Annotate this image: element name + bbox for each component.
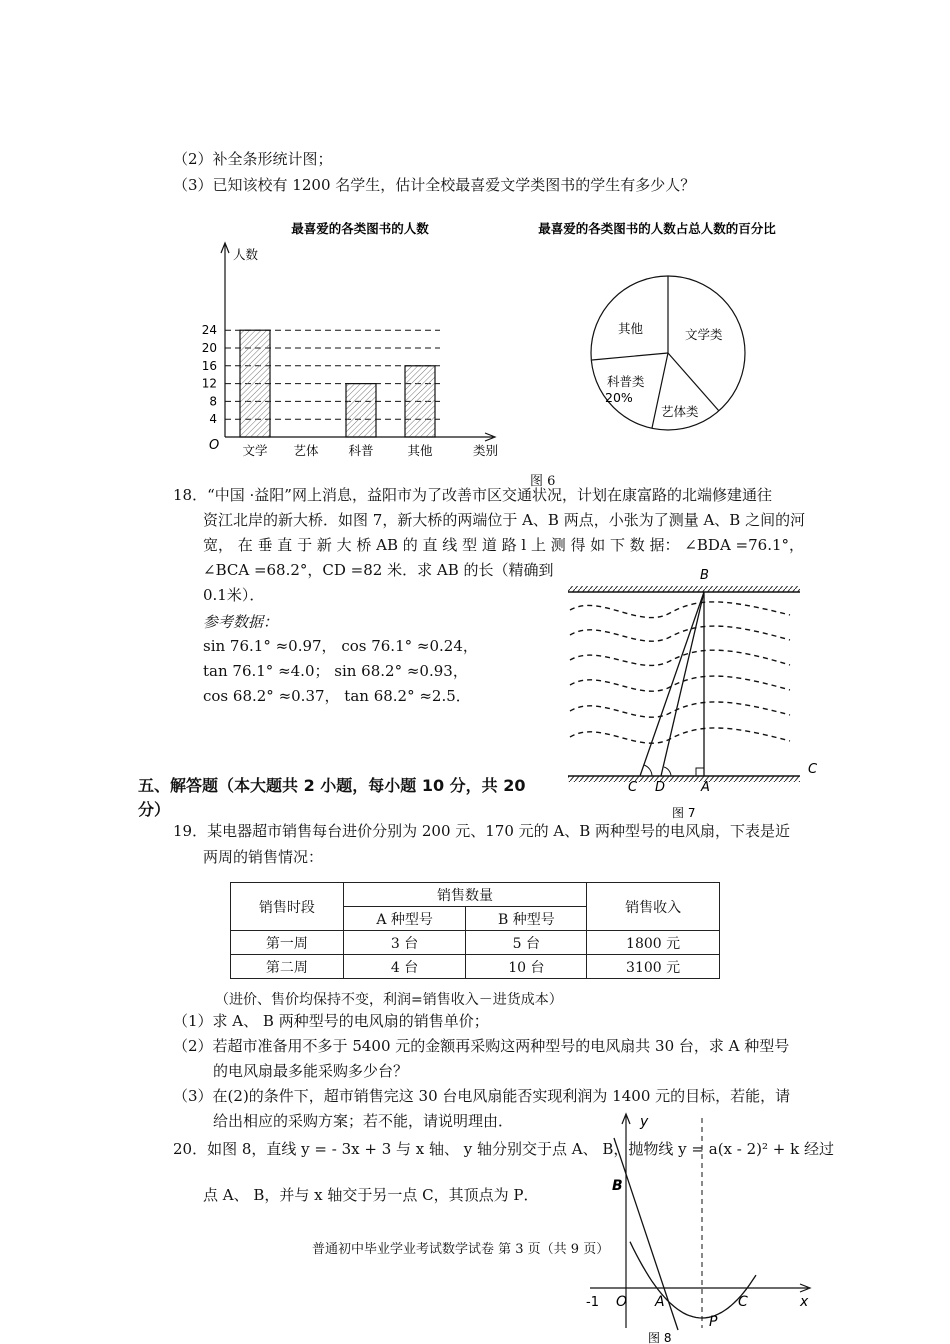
cell-b: 10 台 <box>466 955 587 979</box>
section-5-heading-cont: 分） <box>138 800 171 819</box>
q19-p2b: 的电风扇最多能采购多少台？ <box>213 1062 409 1080</box>
q19-note: （进价、售价均保持不变，利润=销售收入－进货成本） <box>215 992 563 1008</box>
bar-chart-title: 最喜爱的各类图书的人数 <box>291 221 429 236</box>
q18-ref1: sin 76.1° ≈0.97， cos 76.1° ≈0.24， <box>203 637 478 655</box>
point-C: C <box>738 1294 748 1310</box>
q18-line4: ∠BCA =68.2°，CD =82 米．求 AB 的长（精确到 <box>203 561 554 579</box>
road-l <box>568 776 800 782</box>
table-row <box>231 931 720 955</box>
y-tick-label: 8 <box>209 394 217 409</box>
bar-0 <box>240 330 270 437</box>
bar-3 <box>405 366 435 437</box>
origin-label: O <box>209 438 220 453</box>
header-period: 销售时段 <box>231 883 344 931</box>
q17-part3: （3）已知该校有 1200 名学生，估计全校最喜爱文学类图书的学生有多少人？ <box>173 176 696 194</box>
y-tick-label: 20 <box>201 341 217 355</box>
figure-7-caption: 图 7 <box>672 806 696 820</box>
page-footer: 普通初中毕业学业考试数学试卷 第 3 页（共 9 页） <box>312 1242 610 1257</box>
y-tick-label: 16 <box>201 358 217 373</box>
q18-ref-title: 参考数据： <box>203 613 279 631</box>
road-label: C <box>808 762 818 777</box>
cell-period: 第二周 <box>231 955 344 979</box>
q18-line1: 18．“中国 ·益阳”网上消息，益阳市为了改善市区交通状况，计划在康富路的北端修建通往 <box>173 486 772 504</box>
category-label: 科普 <box>348 443 374 458</box>
point-B: B <box>612 1178 623 1194</box>
q19-line1: 19．某电器超市销售每台进价分别为 200 元、170 元的 A、B 两种型号的电风扇，下表是近 <box>173 822 791 840</box>
point-A: A <box>655 1294 665 1310</box>
right-angle-mark <box>696 768 704 776</box>
q18-ref2: tan 76.1° ≈4.0； sin 68.2° ≈0.93， <box>203 662 468 680</box>
table-row <box>231 955 720 979</box>
river-waves <box>570 602 790 743</box>
sales-table <box>230 882 720 979</box>
pie-label-science-pct: 20% <box>605 390 633 405</box>
q18-ref3: cos 68.2° ≈0.37， tan 68.2° ≈2.5． <box>203 687 471 705</box>
q19-p3b: 给出相应的采购方案；若不能，请说明理由． <box>213 1112 514 1130</box>
q20-line1: 20．如图 8，直线 y = - 3x + 3 与 x 轴、 y 轴分别交于点 A、 B，抛物线 y = a(x - 2)² + k 经过 <box>173 1140 834 1158</box>
category-label: 艺体 <box>293 443 319 458</box>
y-axis-label: 人数 <box>233 247 259 262</box>
header-type-a: A 种型号 <box>343 907 466 931</box>
bar-chart <box>195 215 515 470</box>
cell-a: 3 台 <box>343 931 466 955</box>
figure-7 <box>560 565 830 820</box>
pie-label-art: 艺体类 <box>661 404 699 419</box>
category-label: 文学 <box>242 443 268 458</box>
cell-income: 3100 元 <box>587 955 720 979</box>
q18-line2: 资江北岸的新大桥．如图 7，新大桥的两端位于 A、B 两点，小张为了测量 A、B 之间的河 <box>203 511 806 529</box>
q18-line3: 宽， 在 垂 直 于 新 大 桥 AB 的 直 线 型 道 路 l 上 测 得 如 下 数 据： ∠BDA =76.1°， <box>203 536 805 554</box>
x-axis-label: 类别 <box>473 443 499 458</box>
header-type-b: B 种型号 <box>466 907 587 931</box>
header-income: 销售收入 <box>587 883 720 931</box>
point-B: B <box>700 568 709 583</box>
section-5-heading: 五、解答题（本大题共 2 小题，每小题 10 分，共 20 <box>138 776 526 795</box>
q19-p3a: （3）在(2)的条件下，超市销售完这 30 台电风扇能否实现利润为 1400 元的目标，若能，请 <box>173 1087 791 1105</box>
q17-part2: （2）补全条形统计图； <box>173 150 333 168</box>
x-label: x <box>800 1294 809 1310</box>
point-C: C <box>628 780 638 795</box>
figure-8 <box>578 1108 814 1344</box>
point-D: D <box>655 780 666 795</box>
q20-line2: 点 A、 B，并与 x 轴交于另一点 C，其顶点为 P． <box>203 1186 539 1204</box>
header-qty: 销售数量 <box>343 883 586 907</box>
y-label: y <box>640 1114 649 1130</box>
point-P: P <box>709 1314 718 1330</box>
category-label: 其他 <box>407 443 433 458</box>
pie-label-literature: 文学类 <box>685 327 723 342</box>
q19-p1: （1）求 A、 B 两种型号的电风扇的销售单价； <box>173 1012 489 1030</box>
triangle-lines <box>640 592 704 776</box>
north-bank <box>568 586 800 592</box>
cell-b: 5 台 <box>466 931 587 955</box>
q19-p2a: （2）若超市准备用不多于 5400 元的金额再采购这两种型号的电风扇共 30 台，求 A 种型号 <box>173 1037 790 1055</box>
tick-neg1: -1 <box>586 1295 599 1310</box>
q18-line5: 0.1米）． <box>203 586 265 604</box>
pie-chart-title: 最喜爱的各类图书的人数占总人数的百分比 <box>538 221 776 236</box>
cell-a: 4 台 <box>343 955 466 979</box>
point-A: A <box>701 780 710 795</box>
q19-line2: 两周的销售情况： <box>203 848 324 866</box>
bar-2 <box>346 384 376 437</box>
pie-label-other: 其他 <box>618 321 644 336</box>
figure-8-caption: 图 8 <box>648 1331 672 1344</box>
point-O: O <box>616 1294 628 1310</box>
pie-label-science: 科普类 <box>607 374 645 389</box>
y-tick-label: 4 <box>209 412 217 427</box>
y-tick-label: 12 <box>201 376 217 391</box>
y-tick-label: 24 <box>201 323 217 338</box>
cell-income: 1800 元 <box>587 931 720 955</box>
cell-period: 第一周 <box>231 931 344 955</box>
figure-6-caption: 图 6 <box>530 474 556 489</box>
pie-chart <box>515 215 815 445</box>
